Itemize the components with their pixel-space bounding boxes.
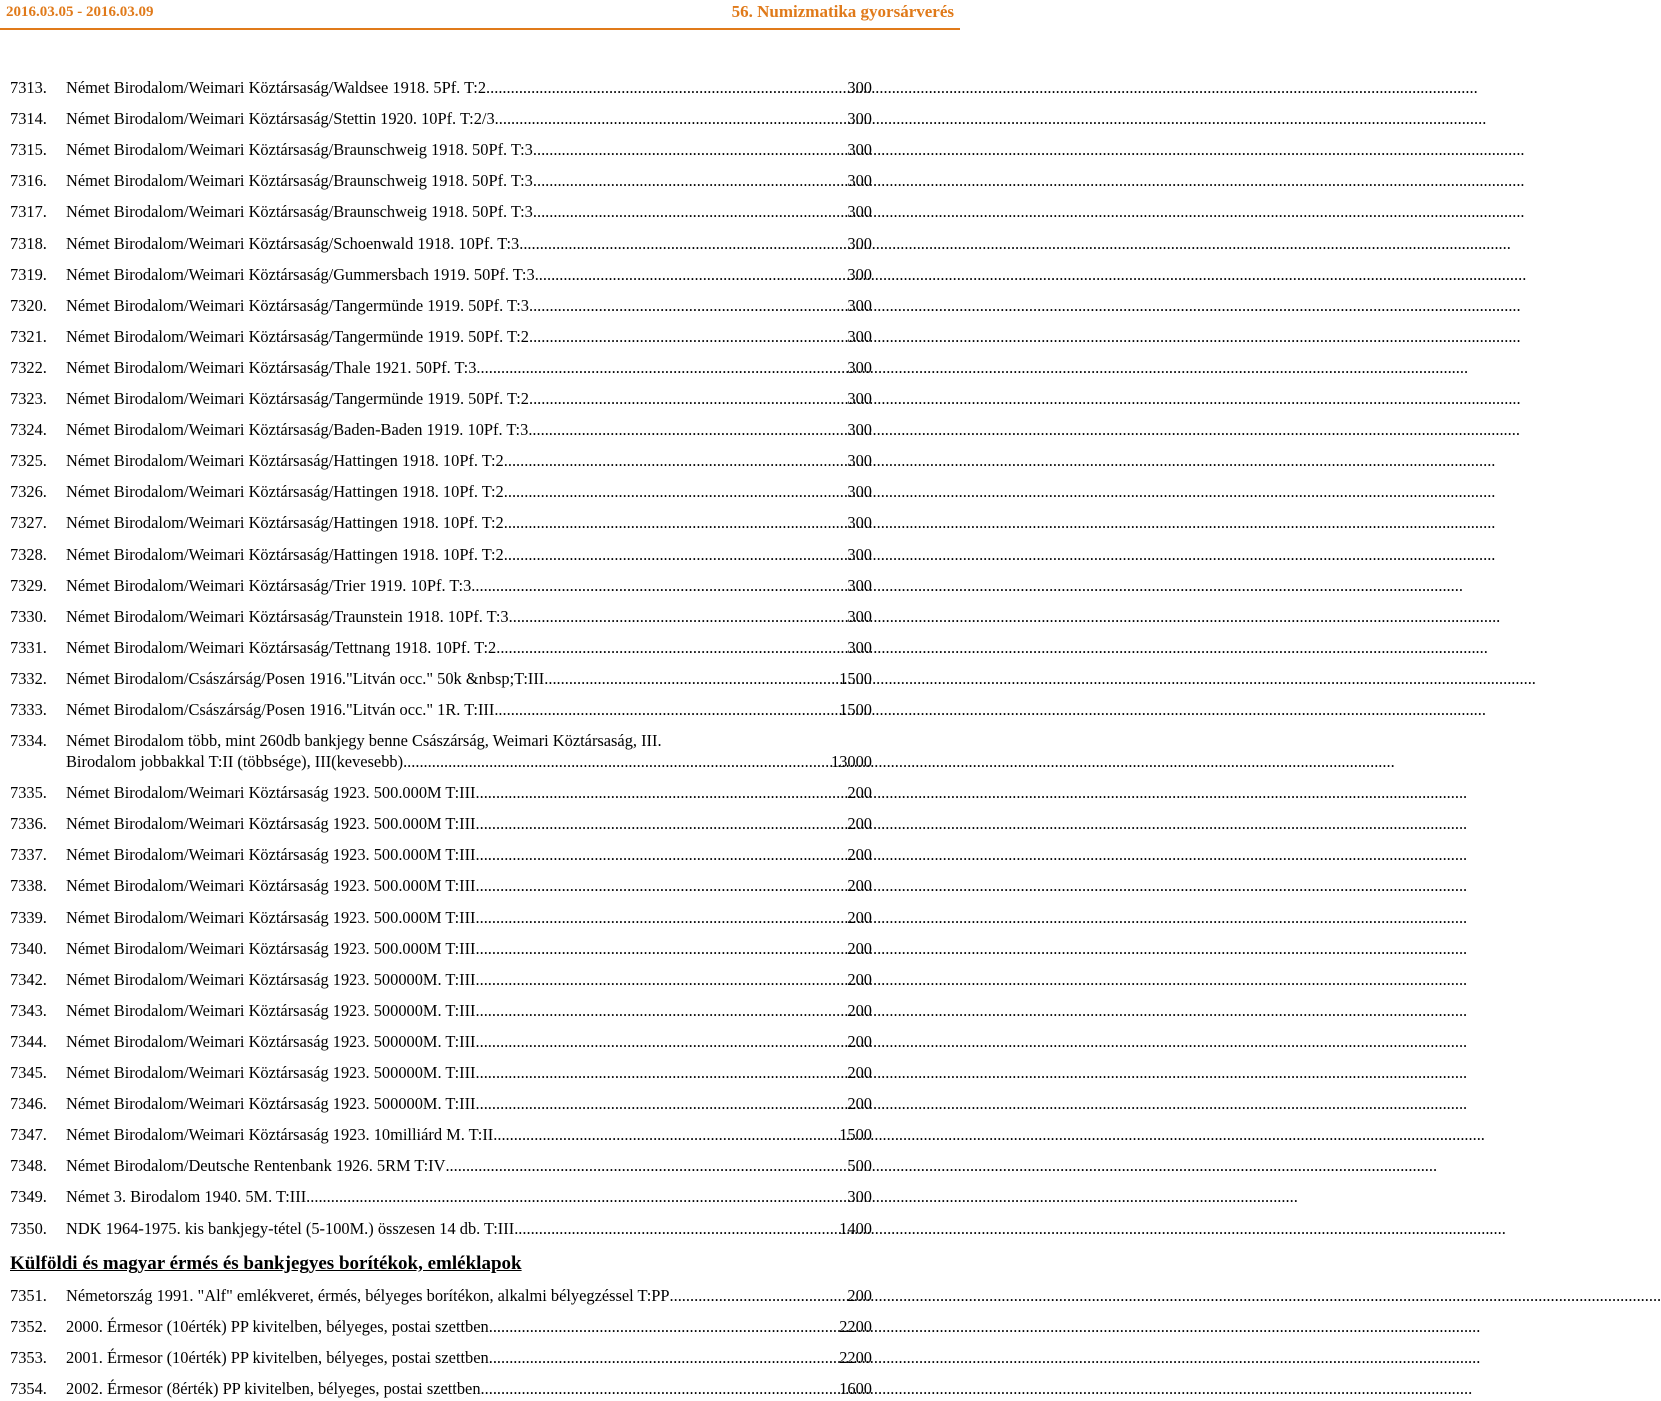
lot-price: 1500 [839,1125,872,1145]
page-title: 56. Numizmatika gyorsárverés [731,2,954,21]
lot-description: 2000. Érmesor (10érték) PP kivitelben, bélyeges, postai szettben [66,1317,489,1336]
lot-description: Német Birodalom/Weimari Köztársaság 1923. 500.000M T:III [66,814,476,834]
lot-price: 300 [847,606,872,626]
lot-row [66,1031,872,1052]
lot-number: 7343. [10,1000,47,1020]
dot-leader [529,295,847,316]
lot-number: 7336. [10,814,47,834]
lot-row [66,419,872,440]
lot-description: Német Birodalom/Weimari Köztársaság 1923. 500000M. T:III [66,969,476,989]
dot-leader [476,875,848,896]
lot-body [66,699,872,720]
lot-description: 2001. Érmesor (10érték) PP kivitelben, bélyeges, postai szettben [66,1348,489,1367]
lot-price: 300 [847,264,872,284]
lot-row [66,233,872,254]
lot-row [66,575,872,596]
lot-number: 7353. [10,1348,47,1367]
lot-price: 1500 [839,668,872,688]
lot-body [66,419,872,440]
lot-body [66,844,872,865]
lot-body [66,233,872,254]
lot-price: 2200 [839,1348,872,1367]
lot-description: Német Birodalom/Weimari Köztársaság/Schoenwald 1918. 10Pf. T:3 [66,233,520,253]
lot-number: 7319. [10,264,47,284]
lot-price: 200 [847,876,872,896]
dot-leader [495,108,848,129]
lot-price: 200 [847,1031,872,1051]
dot-leader [528,419,847,440]
lot-body [66,1218,872,1239]
lot-price: 300 [847,420,872,440]
dot-leader [494,699,839,720]
lot-row [66,1218,872,1239]
lot-body [66,1124,872,1145]
lot-body [66,969,872,990]
lot-row [66,1093,872,1114]
lot-row [66,481,872,502]
lot-price: 300 [847,389,872,408]
dot-leader [670,1285,848,1306]
lot-body [66,77,872,98]
lot-price: 1600 [839,1379,872,1398]
lot-price: 2200 [839,1317,872,1336]
lot-body [66,264,872,285]
lot-price: 300 [847,357,872,377]
lot-price: 1500 [839,700,872,719]
lot-row [66,699,872,720]
lot-body [66,813,872,834]
section-title: Külföldi és magyar érmés és bankjegyes borítékok, emléklapok [10,1253,522,1274]
lot-body [66,108,872,129]
lot-body [66,388,872,409]
lot-row [66,77,872,98]
dot-leader [489,1316,840,1337]
lot-description: Német Birodalom/Weimari Köztársaság 1923. 500.000M T:III [66,783,476,803]
lot-description: Német Birodalom/Weimari Köztársaság 1923. 500.000M T:III [66,845,476,865]
lot-description: Német Birodalom/Weimari Köztársaság/Hattingen 1918. 10Pf. T:2 [66,451,504,471]
lot-row [66,1186,872,1207]
lot-description: Németország 1991. "Alf" emlékveret, érmés, bélyeges borítékon, alkalmi bélyegzéssel T:PP [66,1286,670,1305]
dot-leader [533,170,848,191]
lot-row [66,264,872,285]
lot-body [66,326,872,347]
lot-price: 200 [847,1094,872,1114]
lot-number: 7351. [10,1286,47,1305]
lot-number: 7317. [10,202,47,222]
lot-description: NDK 1964-1975. kis bankjegy-tétel (5-100M.) összesen 14 db. T:III [66,1218,515,1238]
lot-price: 300 [847,544,872,564]
lot-price: 300 [847,78,872,97]
dot-leader [306,1186,847,1207]
date-range: 2016.03.05 - 2016.03.09 [6,4,154,20]
lot-price: 200 [847,845,872,865]
lot-body [66,1378,872,1399]
lot-body [66,201,872,222]
lot-body [66,637,872,658]
lot-description: Német Birodalom/Weimari Köztársaság/Traunstein 1918. 10Pf. T:3 [66,606,509,626]
lot-body [66,170,872,191]
lot-description: Német Birodalom/Weimari Köztársaság/Hattingen 1918. 10Pf. T:2 [66,544,504,564]
lot-body [66,1285,872,1306]
lot-number: 7334. [10,731,47,751]
lot-row [66,813,872,834]
lot-row [66,388,872,409]
lot-body [66,512,872,533]
lot-description: Német Birodalom/Weimari Köztársaság 1923. 500000M. T:III [66,1094,476,1114]
lot-body [66,1155,872,1176]
dot-leader [489,1347,840,1368]
lot-row [66,844,872,865]
lot-description: Német Birodalom/Weimari Köztársaság 1923. 500000M. T:III [66,1063,476,1082]
lot-price: 300 [847,637,872,657]
lot-body [66,1031,872,1052]
lot-row [66,1347,872,1368]
lot-price: 300 [847,109,872,129]
dot-leader [486,77,847,98]
lot-row [66,450,872,471]
lot-number: 7347. [10,1125,47,1145]
lot-number: 7332. [10,668,47,688]
dot-leader [533,201,848,222]
lot-row [66,1124,872,1145]
lot-row [66,782,872,803]
lot-body [66,1062,872,1083]
lot-number: 7314. [10,109,47,129]
lot-body [66,606,872,627]
lot-row [66,1155,872,1176]
dot-leader [471,575,847,596]
lot-body [66,782,872,803]
lot-price: 300 [847,295,872,315]
dot-leader [476,357,847,378]
lot-description: Német Birodalom/Weimari Köztársaság 1923. 500.000M T:III [66,907,476,927]
lot-description: Német Birodalom/Weimari Köztársaság/Tangermünde 1919. 50Pf. T:2 [66,326,529,346]
lot-price: 200 [847,969,872,989]
lot-number: 7327. [10,513,47,533]
lot-number: 7339. [10,907,47,927]
dot-leader [476,1062,848,1083]
lot-price: 300 [847,451,872,471]
lot-number: 7323. [10,389,47,408]
lot-number: 7354. [10,1379,47,1398]
lot-number: 7338. [10,876,47,896]
dot-leader [496,637,847,658]
lot-row [66,512,872,533]
lot-row [66,201,872,222]
lot-description: Német Birodalom/Weimari Köztársaság 1923. 10milliárd M. T:II [66,1125,494,1145]
dot-leader [533,139,848,160]
dot-leader [544,668,839,689]
lot-number: 7349. [10,1187,47,1207]
lot-number: 7324. [10,420,47,440]
lot-price: 200 [847,1286,872,1305]
lot-description: Birodalom jobbakkal T:II (többsége), III(kevesebb) [66,752,404,772]
lot-description: Német Birodalom/Weimari Köztársaság/Braunschweig 1918. 50Pf. T:3 [66,171,533,191]
lot-row [66,637,872,658]
lot-row [66,1316,872,1337]
dot-leader [476,1031,848,1052]
dot-leader [476,1000,848,1021]
lot-body [66,575,872,596]
lot-body [66,450,872,471]
lot-number: 7329. [10,575,47,595]
page-header [0,0,960,30]
lot-price: 300 [847,233,872,253]
lot-price: 200 [847,814,872,834]
lot-description: Német Birodalom/Weimari Köztársaság/Tangermünde 1919. 50Pf. T:2 [66,389,529,408]
lot-description-line: Német Birodalom több, mint 260db bankjegy benne Császárság, Weimari Köztársaság, III. [66,731,662,751]
lot-price: 300 [847,326,872,346]
lot-number: 7344. [10,1031,47,1051]
dot-leader [535,264,848,285]
lot-price: 500 [847,1156,872,1176]
lot-number: 7335. [10,783,47,803]
lot-number: 7313. [10,78,47,97]
lot-number: 7348. [10,1156,47,1176]
lot-row [66,1285,872,1306]
lot-description: Német Birodalom/Weimari Köztársaság/Baden-Baden 1919. 10Pf. T:3 [66,420,529,440]
lot-number: 7328. [10,544,47,564]
lot-number: 7321. [10,326,47,346]
lot-body [66,938,872,959]
lot-description: Német Birodalom/Weimari Köztársaság/Stettin 1920. 10Pf. T:2/3 [66,109,495,129]
lot-description: Német Birodalom/Weimari Köztársaság/Waldsee 1918. 5Pf. T:2 [66,78,487,97]
lot-description: Német Birodalom/Weimari Köztársaság/Braunschweig 1918. 50Pf. T:3 [66,140,533,160]
dot-leader [476,782,848,803]
lot-price: 300 [847,171,872,191]
lot-description: Német Birodalom/Weimari Köztársaság/Hattingen 1918. 10Pf. T:2 [66,513,504,533]
lot-row [66,606,872,627]
lot-body [66,1347,872,1368]
lot-description: 2002. Érmesor (8érték) PP kivitelben, bélyeges, postai szettben [66,1379,481,1398]
lot-row [66,1378,872,1399]
lot-row [66,544,872,565]
lot-row [66,1000,872,1021]
dot-leader [476,844,848,865]
dot-leader [504,481,848,502]
lot-row [66,969,872,990]
lot-number: 7342. [10,969,47,989]
lot-body [66,668,872,689]
lot-description: Német Birodalom/Deutsche Rentenbank 1926. 5RM T:IV [66,1156,446,1176]
lot-number: 7350. [10,1218,47,1238]
lot-body [66,730,872,772]
lot-number: 7316. [10,171,47,191]
lot-number: 7340. [10,938,47,958]
lot-price: 300 [847,202,872,222]
dot-leader [476,969,848,990]
lot-number: 7318. [10,233,47,253]
dot-leader [476,813,848,834]
lot-price: 1400 [839,1218,872,1238]
dot-leader [493,1124,839,1145]
lot-description: Német Birodalom/Weimari Köztársaság/Trier 1919. 10Pf. T:3 [66,575,472,595]
lot-description: Német Birodalom/Weimari Köztársaság/Tettnang 1918. 10Pf. T:2 [66,637,497,657]
dot-leader [529,388,847,409]
dot-leader [519,233,847,254]
lot-row [66,326,872,347]
lot-price: 300 [847,575,872,595]
lot-description: Német Birodalom/Császárság/Posen 1916."Litván occ." 50k &nbsp;T:III [66,668,545,688]
dot-leader [481,1378,840,1399]
lot-description: Német 3. Birodalom 1940. 5M. T:III [66,1187,307,1207]
lot-description: Német Birodalom/Weimari Köztársaság/Tangermünde 1919. 50Pf. T:3 [66,295,529,315]
lot-price: 300 [847,1187,872,1207]
dot-leader [529,326,847,347]
lot-body [66,544,872,565]
lot-body [66,139,872,160]
lot-body [66,1316,872,1337]
lot-price: 300 [847,482,872,502]
lot-description: Német Birodalom/Weimari Köztársaság/Hattingen 1918. 10Pf. T:2 [66,482,504,502]
lot-body [66,1093,872,1114]
lot-description: Német Birodalom/Weimari Köztársaság/Braunschweig 1918. 50Pf. T:3 [66,202,533,222]
dot-leader [476,907,848,928]
lot-price: 200 [847,907,872,927]
lot-description: Német Birodalom/Weimari Köztársaság 1923. 500.000M T:III [66,938,476,958]
lot-price: 200 [847,1063,872,1082]
lot-row [66,295,872,316]
lot-description: Német Birodalom/Weimari Köztársaság/Gummersbach 1919. 50Pf. T:3 [66,264,535,284]
dot-leader [504,544,848,565]
lot-description: Német Birodalom/Weimari Köztársaság 1923. 500.000M T:III [66,876,476,896]
lot-number: 7325. [10,451,47,471]
dot-leader [504,512,848,533]
lot-number: 7322. [10,357,47,377]
dot-leader [445,1155,847,1176]
lot-row [66,1062,872,1083]
dot-leader [403,751,831,772]
lot-body [66,875,872,896]
lot-row [66,907,872,928]
lot-number: 7337. [10,845,47,865]
lot-number: 7330. [10,606,47,626]
lot-description: Német Birodalom/Weimari Köztársaság 1923. 500000M. T:III [66,1000,476,1020]
lot-price: 300 [847,513,872,533]
lot-row [66,938,872,959]
lot-body [66,1186,872,1207]
lot-number: 7326. [10,482,47,502]
lot-number: 7345. [10,1063,47,1082]
lot-row [66,108,872,129]
lot-row [66,875,872,896]
lot-body [66,295,872,316]
lot-number: 7315. [10,140,47,160]
lot-row [66,357,872,378]
lot-number: 7352. [10,1317,47,1336]
lot-description: Német Birodalom/Weimari Köztársaság 1923. 500000M. T:III [66,1031,476,1051]
dot-leader [504,450,848,471]
lot-number: 7320. [10,295,47,315]
lot-body [66,481,872,502]
lot-row [66,139,872,160]
dot-leader [514,1218,839,1239]
lot-price: 200 [847,783,872,803]
lot-price: 300 [847,140,872,160]
lot-row [66,170,872,191]
lot-body [66,1000,872,1021]
lot-price: 200 [847,1000,872,1020]
lot-price: 13000 [831,752,872,772]
lot-row [66,751,872,772]
lot-number: 7346. [10,1094,47,1114]
lot-price: 200 [847,938,872,958]
lot-number: 7331. [10,637,47,657]
lot-body [66,907,872,928]
lot-row [66,668,872,689]
dot-leader [509,606,848,627]
header-divider [0,28,960,30]
dot-leader [476,1093,848,1114]
lot-description: Német Birodalom/Császárság/Posen 1916."Litván occ." 1R. T:III [66,700,495,719]
lot-body [66,357,872,378]
dot-leader [476,938,848,959]
lot-description: Német Birodalom/Weimari Köztársaság/Thale 1921. 50Pf. T:3 [66,357,477,377]
lot-number: 7333. [10,700,47,719]
